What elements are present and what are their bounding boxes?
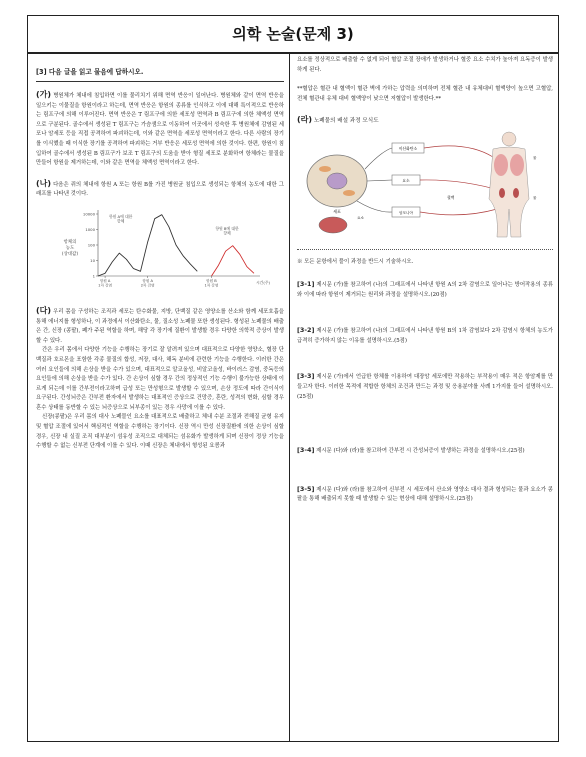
right-column	[297, 54, 553, 505]
question-item	[297, 446, 553, 457]
arrow-cell-to-co2	[365, 148, 392, 169]
chart-annotation: 항원 A에 대한 항체	[109, 213, 133, 224]
question-label: [3-5]	[297, 484, 315, 493]
label-water-lungs: 물	[533, 156, 537, 161]
arrow-cell-to-ammonia	[357, 201, 392, 212]
passage-ga-text: 병원체가 체내에 침입하면 이를 물리치기 위해 면역 반응이 일어난다. 병원체와 같이 면역 반응을 일으키는 이물질을 항원이라고 하는데, 면역 반응은 항원의 종류를 인식하고 이에 대해 특이적으로 반응하는 림프구에 의해 이루어진다. 면역 반응은 T 림프구에 의한 세포성 면역과 B 림프구에 의한 체액성 면역으로 구분된다. 골수에서 생성된 T 림프구는 가슴샘으로 이동하여 이곳에서 성숙한 후 병원체에 감염된 세포나 암세포 등을 직접 공격하여 파괴하는데, 이와 같은 면역을 세포성 면역이라고 한다. 다른 사람의 장기를 이식했을 때 이식한 장기를 공격하여 파괴하는 거부 반응은 세포성 면역에 의한 것이다. 한편, 항원이 침입하여 골수에서 생성된 B 림프구가 보조 T 림프구의 도움을 받아 형질 세포로 분화하여 항체라는 물질을 만들어 항원을 제거하는데, 이와 같은 면역을 체액성 면역이라고 한다.	[36, 93, 284, 167]
passage-ga-label: (가)	[36, 90, 52, 99]
chart-x-event-label: 항원 A 1차 감염	[98, 278, 113, 288]
chart-y-tick-label: 10000	[82, 211, 95, 217]
two-column-body	[28, 54, 558, 741]
question-text: 제시문 (가)에서 언급한 항체를 이용하여 대장암 세포에만 작용하는 부작용이 매우 적은 항암제를 만들고자 한다. 이러한 목적에 적합한 항체의 조건과 만드는 과정 및 응용분야를 사례 1가지를 들어 설명하시오.(25점)	[297, 374, 553, 400]
excretion-diagram-svg	[297, 129, 553, 239]
chart-series-line	[212, 246, 255, 276]
instruction-heading: [3] 다음 글을 읽고 물음에 답하시오.	[36, 68, 144, 76]
question-item	[297, 326, 553, 346]
question-text: 제시문 (다)와 (라)를 참고하여 신부전 시 세포에서 산소와 영양소 대사 결과 형성되는 물과 요소가 콩팥을 통해 배출되지 못할 때 발생할 수 있는 현상에 대해 설명하시오.(25점)	[297, 486, 553, 503]
chart-x-event-label: 항원 A 2차 감염	[140, 278, 155, 288]
passage-da	[36, 306, 284, 346]
question-item	[297, 485, 553, 505]
question-item	[297, 280, 553, 300]
antibody-chart	[36, 204, 284, 300]
chart-y-tick-label: 10	[90, 257, 95, 263]
question-label: [3-4]	[297, 446, 315, 455]
excretion-diagram	[297, 129, 553, 239]
label-urea: 요소	[402, 178, 410, 184]
column-divider	[289, 54, 290, 741]
passage-na	[36, 179, 284, 200]
chart-x-axis-label: 시간(주)	[256, 279, 270, 285]
question-label: [3-2]	[297, 326, 315, 335]
label-co2: 이산화탄소	[398, 146, 418, 152]
label-urea-liver: 요소	[357, 216, 364, 221]
label-cell: 세포	[333, 209, 341, 215]
passage-na-label: (나)	[36, 178, 52, 188]
passage-da-text-3: 신장(콩팥)은 우리 몸의 대사 노폐믈인 요소를 대표적으로 배출하고 체내 수분 조절과 전해질 균형 유지 및 혈압 조절에 있어서 핵심적인 역할을 수행하는 장기이다. 신장 역시 만성 신장질환에 의한 손상이 심할 경우, 신장 내 실질 조직 대부분이 섬유성 조직으로 대체되는 섬유화가 발생하게 되며 신장이 정상 기능을 수행할 수 없는 신부전 단계에 이를 수 있다. 이때 신장은 체내에서 형성된 요콤과	[36, 414, 284, 450]
question-text: 제시문 (다)와 (라)를 참고하여 간부전 시 간성뇌증이 발생하는 과정을 설명하시오.(25점)	[316, 448, 525, 455]
cell-nucleus	[327, 173, 347, 189]
answer-instruction: ※ 모든 문항에서 풀이 과정을 반드시 기술하시오.	[297, 259, 414, 266]
heading-rule	[36, 81, 284, 82]
question-item	[297, 372, 553, 402]
label-blood: 혈액	[447, 195, 455, 201]
chart-x-event-label: 항원 B 1차 감염	[204, 278, 219, 288]
passage-ra-title: 노폐물의 배설 과정 모식도	[313, 118, 379, 125]
left-column	[36, 54, 284, 452]
chart-y-tick-label: 1	[92, 273, 95, 279]
passage-ga	[36, 90, 284, 169]
chart-y-tick-label: 100	[87, 242, 95, 248]
passage-ra-heading	[297, 114, 553, 125]
label-ammonia: 암모니아	[399, 211, 413, 216]
passage-na-text: 다음은 쥐의 체내에 항원 A 또는 항원 B를 가진 병원균 침입으로 생성되는 항체의 농도에 대한 그래프를 나타낸 것이다.	[36, 181, 284, 198]
passage-da-text-2: 간은 우리 몸에서 다양한 기능을 수행하는 장기로 잘 알려져 있으며 대표적으로 다양한 영양소, 혈장 단백질과 호르몬을 포함한 각종 물질의 합성, 저장, 대사, 해독 분비에 관련한 기능을 수행한다. 이러한 간은 여러 요인들에 의해 손상을 받을 수가 있으며, 대표적으로 알코올성, 비알코올성, 바이러스 감염, 중독등의 요인들에 의해 손상을 받을 수가 있다. 간 손상이 심할 경우 간의 정상적인 기능 수행이 불가능한 상태에 이르게 되는데 이를 간부전이라고하며 급성 또는 만성형으로 발생할 수 있으며, 손상 정도에 따라 간이식이 요구된다. 간성뇌증은 간부전 환자에서 발생하는 대표적인 증상으로 건망증, 혼란, 성격의 변화, 심할 경우 혼수 상태를 동반할 수 있는 뇌증상으로 뇌부종이 있는 경우 사망에 이를 수 있다.	[36, 347, 284, 411]
chart-y-axis-label: 항체의 농도 (상대값)	[61, 239, 79, 257]
mitochondria-illustration	[319, 166, 331, 172]
question-label: [3-1]	[297, 279, 315, 288]
passage-da-label: (다)	[36, 305, 52, 315]
liver-illustration	[319, 217, 347, 233]
question-list	[297, 280, 553, 505]
lung-left	[494, 154, 508, 176]
kidney-right	[513, 188, 519, 198]
chart-series-line	[98, 215, 197, 276]
section-separator	[297, 249, 553, 250]
kidney-left	[499, 188, 505, 198]
arrow-cell-to-urea	[367, 180, 392, 181]
lung-right	[510, 154, 524, 176]
blood-pressure-note: **혈압은 혈관 내 혈액이 혈관 벽에 가하는 압력을 의미하며 전체 혈관 내 유체대비 혈액양이 높으면 고혈압, 전체 혈관내 유체 대비 혈액양이 낮으면 저혈압이 발생한다.**	[297, 86, 553, 102]
label-water-kidney: 물	[533, 196, 537, 201]
arrow-ammonia-to-liver	[420, 209, 497, 215]
body-head	[502, 132, 516, 146]
chart-y-tick-label: 1000	[85, 226, 95, 232]
mitochondria-illustration	[343, 190, 355, 196]
question-label: [3-3]	[297, 372, 315, 381]
exam-page	[27, 15, 559, 742]
antibody-chart-svg	[36, 204, 284, 300]
question-text: 제시문 (가)를 참고하여 (나)의 그래프에서 나타낸 항원 A의 2차 감염으로 일어나는 방어작용의 종류와 이에 따라 항원이 제거되는 원리와 과정을 설명하시오.(20점)	[297, 281, 553, 298]
page-title: 의학 논술(문제 3)	[28, 16, 558, 54]
passage-ra-label: (라)	[297, 115, 313, 125]
chart-annotation: 항원 B에 대한 항체	[215, 225, 239, 236]
arrow-co2-to-lungs	[424, 146, 493, 157]
passage-da-continued: 요소를 정상적으로 배출할 수 없게 되어 혈압 조절 장애가 발생하거나 혈중 요소 수치가 높아져 요독증이 발생하게 된다.	[297, 57, 553, 73]
passage-da-text: 우리 몸을 구성하는 조직과 세포는 탄수화물, 지방, 단백질 같은 영양소를 산소와 함께 세포호흡을 통해 에너지를 형성하나, 이 과정에서 이산화탄소, 물, 질소성 노폐물 또한 생성된다. 형성된 노폐물의 배출은 간, 신장 (콩팥), 폐가 주된 역할을 하며, 해당 각 장기에 질환이 발생할 경우 다양한 의학적 증상이 발생할 수 있다.	[36, 308, 285, 344]
question-text: 제시문 (가)를 참고하여 (나)의 그래프에서 나타낸 항원 B의 1차 감염보다 2차 감염시 항체의 농도가 급격히 증가하지 않는 이유를 설명하시오.(5점)	[297, 328, 554, 344]
